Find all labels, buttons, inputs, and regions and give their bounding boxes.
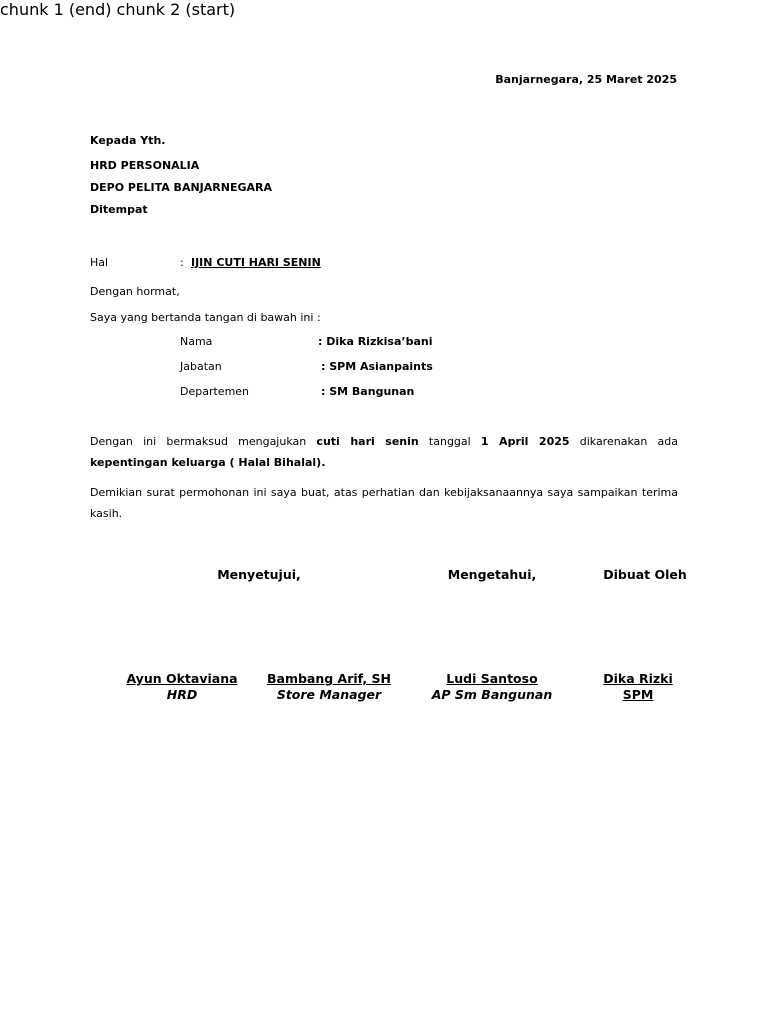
signatory-hrd	[121, 671, 243, 703]
signatory-title: HRD	[166, 687, 198, 702]
signatory-title: Store Manager	[276, 687, 382, 702]
closing-paragraph: Demikian surat permohonan ini saya buat, atas perhatian dan kebijaksanaannya saya sampaikan terima kasih.	[90, 486, 678, 520]
signatory-title: SPM	[622, 687, 654, 702]
department-label: Departemen	[180, 385, 250, 398]
date-line: Banjarnegara, 25 Maret 2025	[495, 73, 677, 86]
signatory-ap	[427, 671, 557, 703]
signatory-name: Dika Rizki	[603, 671, 673, 686]
name-value: : Dika Rizkisa’bani	[318, 335, 433, 348]
signatory-name: Ludi Santoso	[446, 671, 538, 686]
letter-page: chunk 1 (end) chunk 2 (start) Banjarnegara, 25 Maret 2025 Kepada Yth. HRD PERSONALIA DEPO PELITA BANJARNEGARA Ditempat Hal : IJIN CUTI HARI SENIN Dengan hormat, Saya yang bertanda tangan di bawah ini : Nama : Dika Rizkisa’bani Jabatan : SPM Asianpaints Departemen : SM Bangunan Dengan ini bermaksud mengajukan cuti hari senin tanggal 1 April 2025 dikarenakan ada kepentingan keluarga ( Halal Bihalal). Demikian surat permohonan ini saya buat, atas perhatian dan kebijaksanaannya saya sampaikan terima kasih. Menyetujui, Mengetahui, Dibuat Oleh Ayun Oktaviana HRD Bambang Arif, SH Store Manager Ludi Santoso AP Sm Bangunan Dika Rizki SPM	[0, 0, 687, 702]
approve-label: Menyetujui,	[217, 567, 301, 582]
signatory-title: AP Sm Bangunan	[431, 687, 553, 702]
made-by-label: Dibuat Oleh	[603, 567, 687, 582]
signatory-name: Ayun Oktaviana	[126, 671, 238, 686]
signatory-store-manager	[264, 671, 394, 703]
position-value: : SPM Asianpaints	[321, 360, 433, 373]
intro-line: Saya yang bertanda tangan di bawah ini :	[90, 311, 321, 324]
recipient-line-3: Ditempat	[90, 203, 148, 216]
signatory-spm	[598, 671, 678, 703]
request-paragraph: Dengan ini bermaksud mengajukan cuti hari senin tanggal 1 April 2025 dikarenakan ada kepentingan keluarga ( Halal Bihalal).	[90, 435, 678, 469]
signatory-name: Bambang Arif, SH	[266, 671, 391, 686]
recipient-line-2: DEPO PELITA BANJARNEGARA	[90, 181, 272, 194]
subject-value: IJIN CUTI HARI SENIN	[191, 256, 321, 269]
name-label: Nama	[180, 335, 213, 348]
greeting: Dengan hormat,	[90, 285, 180, 298]
recipient-line-1: HRD PERSONALIA	[90, 159, 200, 172]
position-label: Jabatan	[180, 360, 222, 373]
subject-separator: :	[180, 256, 184, 269]
department-value: : SM Bangunan	[321, 385, 415, 398]
acknowledge-label: Mengetahui,	[447, 567, 537, 582]
subject-label: Hal	[90, 256, 109, 269]
recipient-salutation: Kepada Yth.	[90, 134, 166, 147]
